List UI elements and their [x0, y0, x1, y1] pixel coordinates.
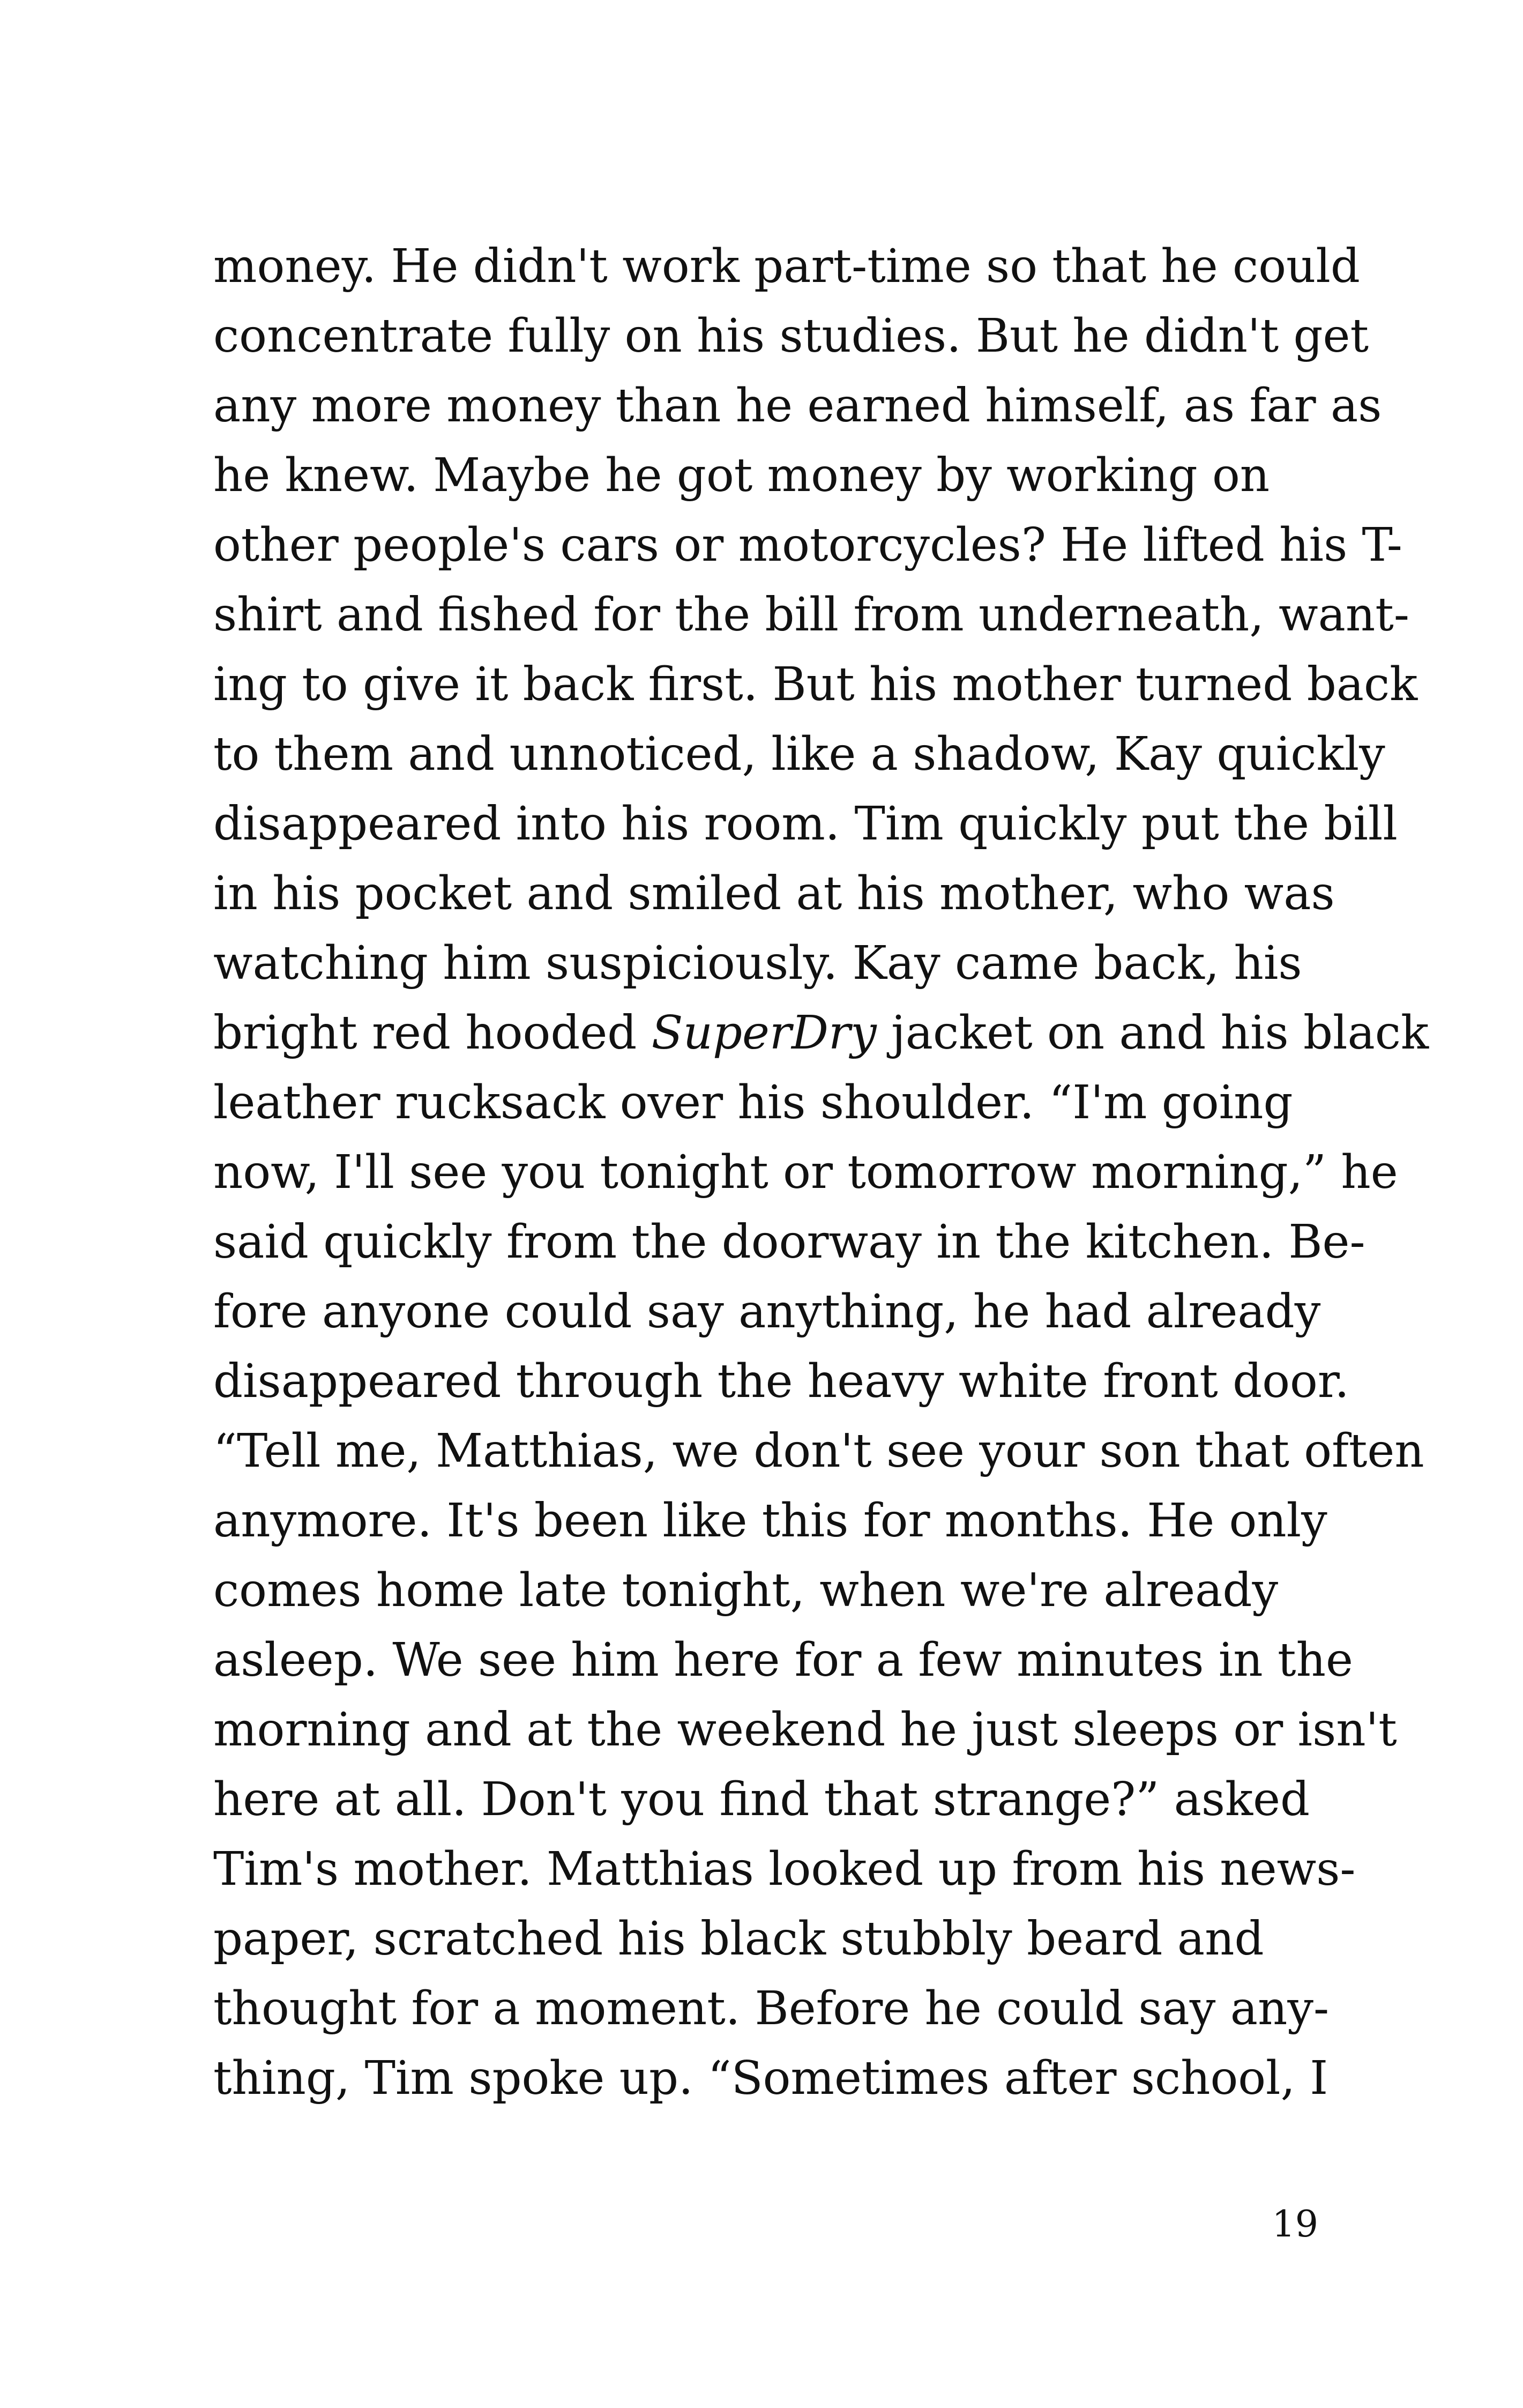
- text-line-5: other people's cars or motorcycles? He lifted his T-: [213, 518, 1402, 572]
- text-line-27: thing, Tim spoke up. “Sometimes after school, I: [213, 2052, 1328, 2105]
- text-line-11: watching him suspiciously. Kay came back, his: [213, 937, 1302, 990]
- text-line-17: disappeared through the heavy white front door.: [213, 1355, 1349, 1408]
- text-line-1: money. He didn't work part-time so that he could: [213, 240, 1360, 293]
- text-line-14: now, I'll see you tonight or tomorrow morning,” he: [213, 1146, 1398, 1199]
- text-line-21: asleep. We see him here for a few minutes in the: [213, 1633, 1353, 1687]
- text-line-4: he knew. Maybe he got money by working on: [213, 449, 1270, 502]
- text-line-19: anymore. It's been like this for months. He only: [213, 1494, 1327, 1548]
- text-line-10: in his pocket and smiled at his mother, who was: [213, 867, 1335, 920]
- body-text: [213, 232, 1429, 2113]
- text-line-15: said quickly from the doorway in the kitchen. Be-: [213, 1215, 1365, 1269]
- text-line-12-before: bright red hooded: [213, 1006, 652, 1060]
- text-line-6: shirt and fished for the bill from underneath, want-: [213, 588, 1409, 642]
- text-line-23: here at all. Don't you find that strange?” asked: [213, 1773, 1310, 1826]
- text-line-9: disappeared into his room. Tim quickly put the bill: [213, 797, 1398, 851]
- text-line-26: thought for a moment. Before he could say any-: [213, 1982, 1330, 2035]
- text-line-18: “Tell me, Matthias, we don't see your son that often: [213, 1424, 1424, 1478]
- text-line-20: comes home late tonight, when we're already: [213, 1564, 1279, 1617]
- text-line-3: any more money than he earned himself, as far as: [213, 379, 1382, 433]
- page-number: 19: [1272, 2203, 1318, 2246]
- text-line-16: fore anyone could say anything, he had already: [213, 1285, 1321, 1339]
- text-line-22: morning and at the weekend he just sleeps or isn't: [213, 1703, 1397, 1757]
- text-line-7: ing to give it back first. But his mother turned back: [213, 658, 1418, 711]
- text-line-12-after: jacket on and his black: [876, 1006, 1429, 1060]
- text-line-12: [213, 998, 1429, 1068]
- text-line-2: concentrate fully on his studies. But he didn't get: [213, 309, 1369, 363]
- brand-name-italic: SuperDry: [651, 1006, 877, 1060]
- text-line-13: leather rucksack over his shoulder. “I'm going: [213, 1076, 1293, 1129]
- text-line-25: paper, scratched his black stubbly beard and: [213, 1912, 1264, 1966]
- text-line-24: Tim's mother. Matthias looked up from his news-: [213, 1842, 1356, 1896]
- text-line-8: to them and unnoticed, like a shadow, Kay quickly: [213, 727, 1385, 781]
